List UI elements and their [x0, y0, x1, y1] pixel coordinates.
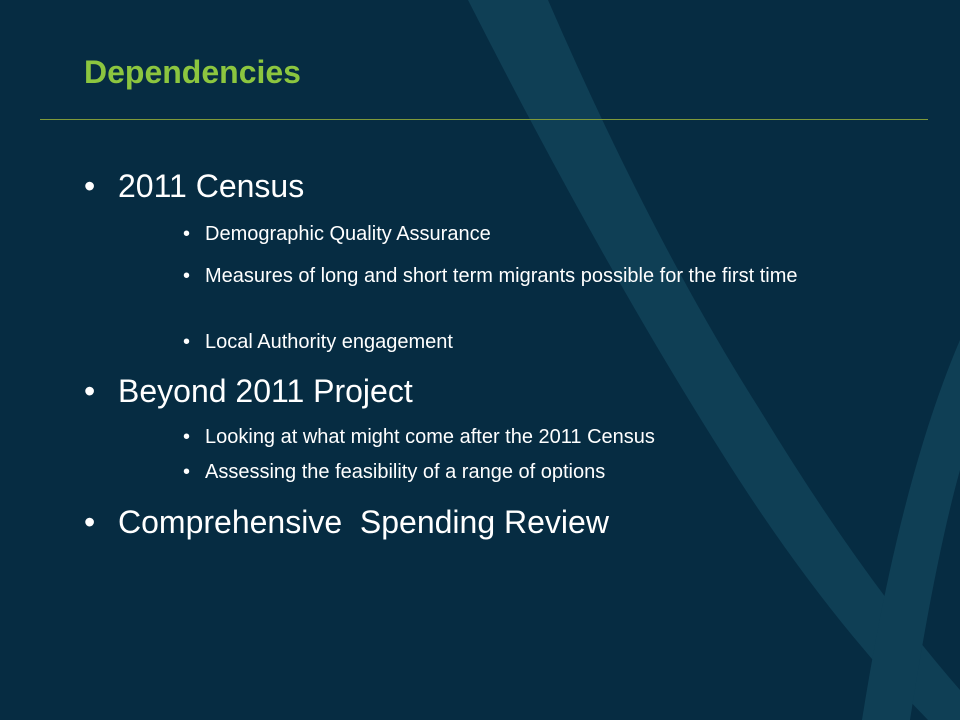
sub-bullet-item	[183, 222, 865, 246]
sub-bullet-label: Measures of long and short term migrants possible for the first time	[205, 265, 798, 287]
sub-bullet-label: Looking at what might come after the 2011 Census	[205, 426, 655, 448]
bullet-glyph: •	[84, 168, 96, 204]
slide-title: Dependencies	[84, 54, 301, 90]
sub-bullet-item	[183, 330, 865, 354]
bullet-glyph: •	[183, 223, 191, 245]
bullet-item-spending-review	[84, 503, 609, 541]
sub-bullet-label: Assessing the feasibility of a range of options	[205, 461, 606, 483]
bullet-label: Comprehensive Spending Review	[118, 504, 609, 540]
sub-bullet-label: Demographic Quality Assurance	[205, 223, 491, 245]
sub-bullet-item	[183, 425, 865, 449]
bullet-glyph: •	[183, 265, 191, 287]
bullet-label: Beyond 2011 Project	[118, 373, 413, 409]
sub-bullet-label: Local Authority engagement	[205, 331, 453, 353]
bullet-glyph: •	[183, 426, 191, 448]
bullet-label: 2011 Census	[118, 168, 305, 204]
sub-bullet-item	[183, 460, 865, 484]
sub-bullet-item	[183, 264, 865, 288]
bullet-glyph: •	[84, 504, 96, 540]
bullet-item-census	[84, 167, 304, 205]
bullet-glyph: •	[183, 331, 191, 353]
bullet-glyph: •	[183, 461, 191, 483]
bullet-item-beyond-2011	[84, 372, 413, 410]
bullet-glyph: •	[84, 373, 96, 409]
